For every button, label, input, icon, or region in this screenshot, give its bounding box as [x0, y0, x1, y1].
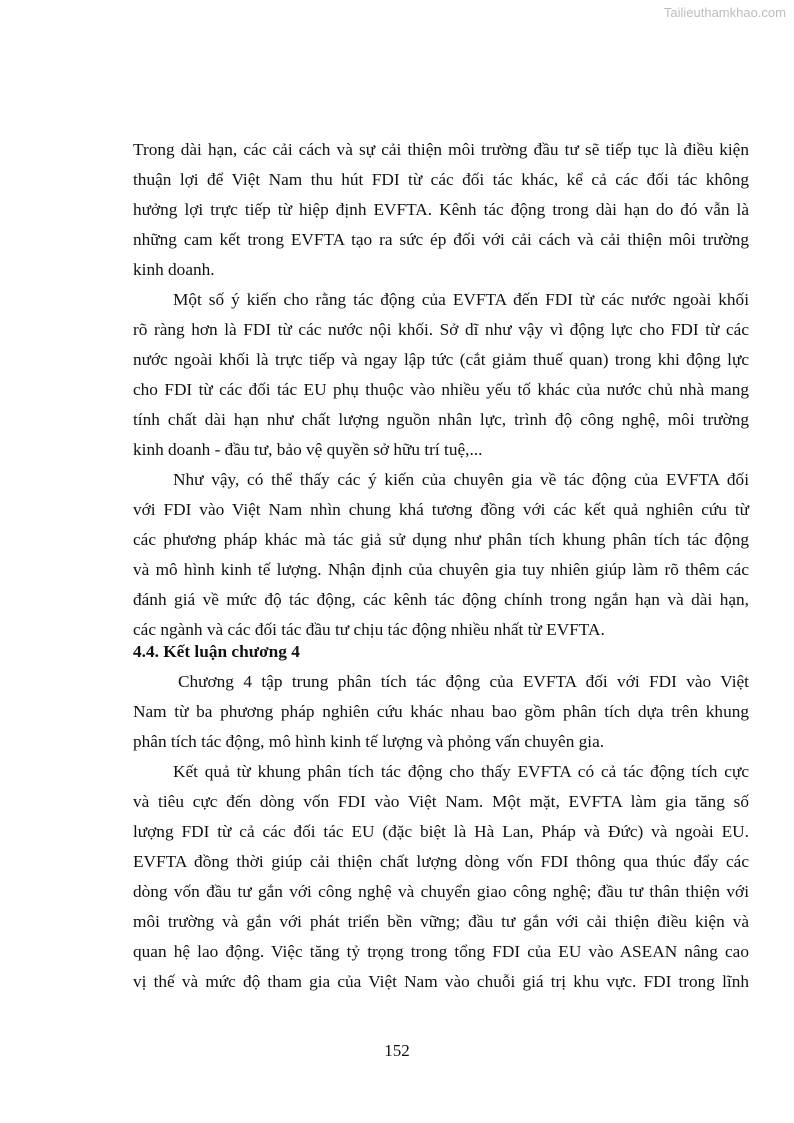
paragraph	[133, 285, 749, 465]
document-body	[133, 135, 749, 997]
text-line: và mô hình kinh tế lượng. Nhận định của chuyên gia tuy nhiên giúp làm rõ thêm các	[133, 560, 749, 579]
text-line: nước ngoài khối là trực tiếp và ngay lập tức (cắt giảm thuế quan) trong khi động lực	[133, 350, 749, 369]
text-line: với FDI vào Việt Nam nhìn chung khá tương đồng với các kết quả nghiên cứu từ	[133, 500, 749, 519]
text-line: vị thế và mức độ tham gia của Việt Nam vào chuỗi giá trị khu vực. FDI trong lĩnh	[133, 972, 749, 991]
text-line: các ngành và các đối tác đầu tư chịu tác động nhiều nhất từ EVFTA.	[133, 620, 605, 639]
text-line: Chương 4 tập trung phân tích tác động của EVFTA đối với FDI vào Việt	[178, 672, 749, 691]
text-line: cho FDI từ các đối tác EU phụ thuộc vào nhiều yếu tố khác của nước chủ nhà mang	[133, 380, 749, 399]
section-heading: 4.4. Kết luận chương 4	[133, 642, 300, 661]
text-line: Một số ý kiến cho rằng tác động của EVFTA đến FDI từ các nước ngoài khối	[173, 290, 749, 309]
text-line: tính chất dài hạn như chất lượng nguồn nhân lực, trình độ công nghệ, môi trường	[133, 410, 749, 429]
text-line: đánh giá về mức độ tác động, các kênh tác động chính trong ngắn hạn và dài hạn,	[133, 590, 749, 609]
text-line: hưởng lợi trực tiếp từ hiệp định EVFTA. Kênh tác động trong dài hạn do đó vẫn là	[133, 200, 749, 219]
text-line: những cam kết trong EVFTA tạo ra sức ép đối với cải cách và cải thiện môi trường	[133, 230, 749, 249]
text-line: Kết quả từ khung phân tích tác động cho thấy EVFTA có cả tác động tích cực	[173, 762, 749, 781]
text-line: và tiêu cực đến dòng vốn FDI vào Việt Nam. Một mặt, EVFTA làm gia tăng số	[133, 792, 749, 811]
text-line: dòng vốn đầu tư gắn với công nghệ và chuyển giao công nghệ; đầu tư thân thiện với	[133, 882, 749, 901]
paragraph	[133, 465, 749, 645]
text-line: phân tích tác động, mô hình kinh tế lượng và phỏng vấn chuyên gia.	[133, 732, 605, 751]
text-line: EVFTA đồng thời giúp cải thiện chất lượng dòng vốn FDI thông qua thúc đẩy các	[133, 852, 749, 871]
text-line: thuận lợi để Việt Nam thu hút FDI từ các đối tác khác, kể cả các đối tác không	[133, 170, 749, 189]
text-line: Nam từ ba phương pháp nghiên cứu khác nhau bao gồm phân tích dựa trên khung	[133, 702, 749, 721]
text-line: các phương pháp khác mà tác giả sử dụng như phân tích khung phân tích tác động	[133, 530, 749, 549]
text-line: kinh doanh.	[133, 260, 215, 279]
text-line: kinh doanh - đầu tư, bảo vệ quyền sở hữu trí tuệ,...	[133, 440, 483, 459]
watermark: Tailieuthamkhao.com	[663, 5, 786, 20]
text-line: Như vậy, có thể thấy các ý kiến của chuyên gia về tác động của EVFTA đối	[173, 470, 749, 489]
paragraph	[133, 757, 749, 997]
paragraph	[133, 667, 749, 757]
text-line: quan hệ lao động. Việc tăng tỷ trọng trong tổng FDI của EU vào ASEAN nâng cao	[133, 942, 749, 961]
text-line: rõ ràng hơn là FDI từ các nước nội khối. Sở dĩ như vậy vì động lực cho FDI từ các	[133, 320, 749, 339]
text-line: môi trường và gắn với phát triển bền vững; đầu tư gắn với cải thiện điều kiện và	[133, 912, 749, 931]
text-line: lượng FDI từ cả các đối tác EU (đặc biệt là Hà Lan, Pháp và Đức) và ngoài EU.	[133, 822, 749, 841]
text-line: Trong dài hạn, các cải cách và sự cải thiện môi trường đầu tư sẽ tiếp tục là điều kiện	[133, 140, 749, 159]
page-number: 152	[384, 1041, 410, 1060]
paragraph	[133, 135, 749, 285]
